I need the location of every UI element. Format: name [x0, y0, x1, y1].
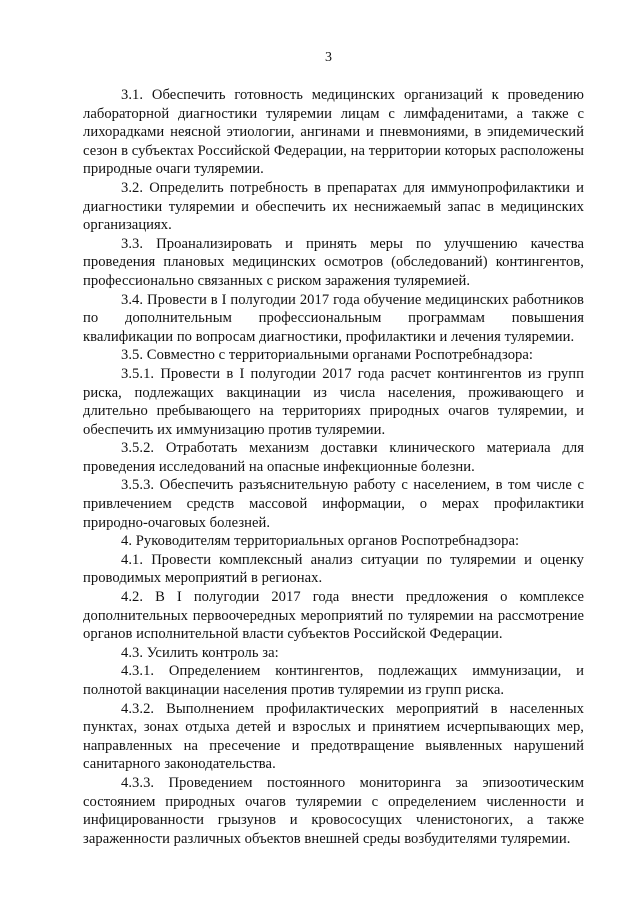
paragraph-4-3-1: 4.3.1. Определением контингентов, подлежащих иммунизации, и полнотой вакцинации населения против туляремии из групп риска. [83, 663, 584, 698]
page-number: 3 [325, 50, 332, 65]
paragraph-3-5-3: 3.5.3. Обеспечить разъяснительную работу с населением, в том числе с привлечением средств массовой информации, о мерах профилактики природно-очаговых болезней. [83, 477, 584, 531]
paragraph-4-3-2: 4.3.2. Выполнением профилактических мероприятий в населенных пунктах, зонах отдыха детей и взрослых и принятием исчерпывающих мер, направленных на пресечение и предотвращение выявленных нарушений санитарного законодательства. [83, 700, 584, 773]
paragraph-3-5: 3.5. Совместно с территориальными органами Роспотребнадзора: [121, 347, 534, 364]
paragraph-4-3-3: 4.3.3. Проведением постоянного мониторинга за эпизоотическим состоянием природных очагов туляремии с определением численности и инфицированности грызунов и кровососущих членистоногих, а также зараженности различных объектов внешней среды возбудителями туляремии. [83, 774, 584, 847]
paragraph-4-2: 4.2. В I полугодии 2017 года внести предложения о комплексе дополнительных первоочередных мероприятий по туляремии на рассмотрение органов исполнительной власти субъектов Российской Федерации. [83, 589, 584, 643]
paragraph-3-1: 3.1. Обеспечить готовность медицинских организаций к проведению лабораторной диагностики туляремии лицам с лимфаденитами, а также с лихорадками неясной этиологии, ангинами и пневмониями, в эпидемический сезон в субъектах Российской Федерации, на территории которых расположены природные очаги туляремии. [83, 87, 584, 178]
paragraph-3-5-1: 3.5.1. Провести в I полугодии 2017 года расчет контингентов из групп риска, подлежащих вакцинации из числа населения, проживающего и длительно пребывающего на территориях природных очагов туляремии, и обеспечить их иммунизацию против туляремии. [83, 365, 584, 438]
paragraph-4-1: 4.1. Провести комплексный анализ ситуации по туляремии и оценку проводимых мероприятий в регионах. [83, 551, 584, 587]
paragraph-3-4: 3.4. Провести в I полугодии 2017 года обучение медицинских работников по дополнительным профессиональным программам повышения квалификации по вопросам диагностики, профилактики и лечения туляремии. [83, 291, 584, 345]
paragraph-4-3: 4.3. Усилить контроль за: [121, 644, 279, 661]
paragraph-3-3: 3.3. Проанализировать и принять меры по улучшению качества проведения плановых медицинских осмотров (обследований) контингентов, профессионально связанных с риском заражения туляремией. [83, 235, 584, 289]
paragraph-3-2: 3.2. Определить потребность в препаратах для иммунопрофилактики и диагностики туляремии и обеспечить их неснижаемый запас в медицинских организациях. [83, 179, 584, 234]
paragraph-4: 4. Руководителям территориальных органов Роспотребнадзора: [121, 533, 520, 550]
paragraph-3-5-2: 3.5.2. Отработать механизм доставки клинического материала для проведения исследований на опасные инфекционные болезни. [83, 440, 584, 475]
